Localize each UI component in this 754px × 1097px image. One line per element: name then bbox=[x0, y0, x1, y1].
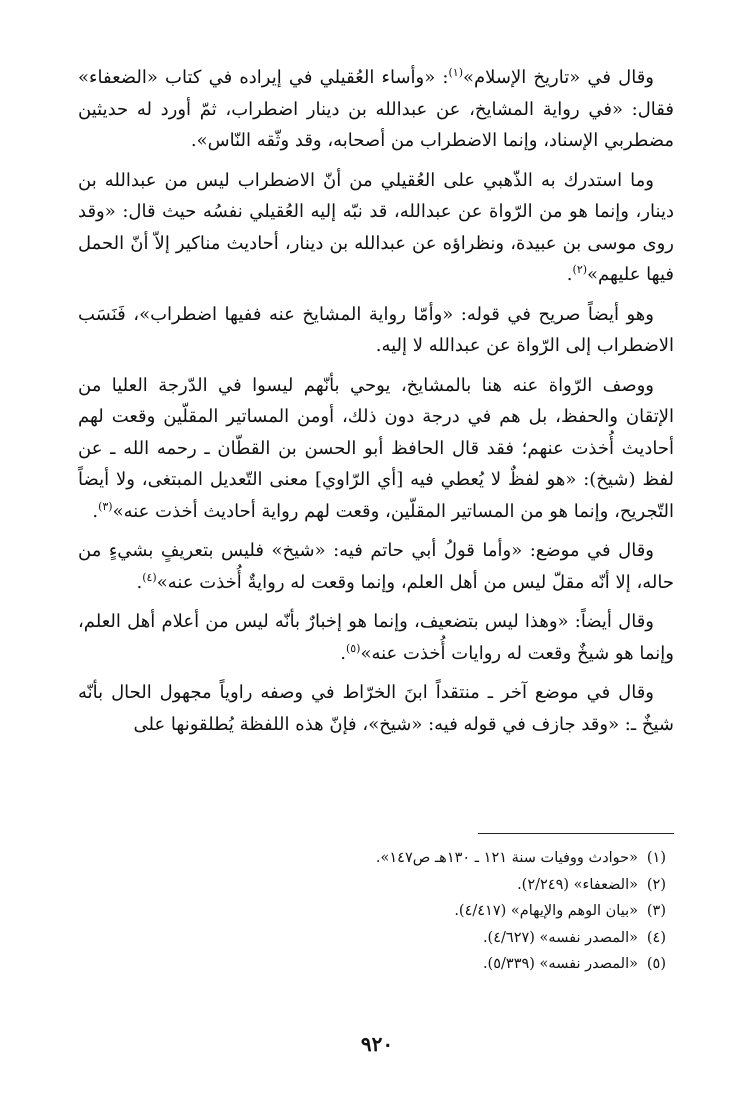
footnote-ref-5: (٥) bbox=[345, 641, 361, 655]
footnote-ref-4: (٤) bbox=[142, 570, 157, 584]
paragraph-5: وقال في موضع: «وأما قولُ أبي حاتم فيه: «شيخ» فليس بتعريفٍ بشيءٍ من حاله، إلا أنّه مقلّ ليس من أهل العلم، وإنما وقعت له روايةٌ أُخذت عنه»$^{(٤)}$. bbox=[78, 540, 674, 593]
footnote-2: (٢)«الضعفاء» (٢/٢٤٩). bbox=[517, 876, 666, 893]
page-number: ٩٢٠ bbox=[360, 1032, 394, 1056]
paragraph-4: ووصف الرّواة عنه هنا بالمشايخ، يوحي بأنّهم ليسوا في الدّرجة العليا من الإتقان والحفظ، بل هم في درجة دون ذلك، أومن المساتير المقلّين وقعت لهم أحاديث أُخذت عنهم؛ فقد قال الحافظ أبو الحسن بن القطّان ـ رحمه الله ـ عن لفظ (شيخ): «هو لفظٌ لا يُعطي فيه [أي الرّاوي] معنى التّعديل المبتغى، ولا أيضاً التّجريح، وإنما هو من المساتير المقلّين، وقعت لهم رواية أحاديث أخذت عنه»$^{(٣)}$. bbox=[78, 374, 674, 522]
footnote-1: (١)«حوادث ووفيات سنة ١٢١ ـ ١٣٠هـ ص١٤٧». bbox=[375, 850, 666, 866]
footnotes bbox=[78, 845, 674, 978]
footnote-5: (٥)«المصدر نفسه» (٥/٣٣٩). bbox=[482, 956, 666, 972]
footnote-ref-2: (٢) bbox=[572, 263, 588, 276]
footnote-ref-1: (١) bbox=[448, 66, 463, 79]
footnote-ref-3: (٣) bbox=[98, 499, 113, 513]
paragraph-7: وقال في موضع آخر ـ منتقداً ابنَ الخرّاط في وصفه راوياً مجهول الحال بأنّه شيخٌ ـ: «وقد جازف في قوله فيه: «شيخ»، فإنّ هذه اللفظة يُطلقونها على bbox=[78, 682, 674, 735]
footnote-divider bbox=[478, 833, 674, 834]
paragraph-3: وهو أيضاً صريح في قوله: «وأمّا رواية المشايخ عنه ففيها اضطراب»، فَنَسَب الاضطراب إلى الرّواة عن عبدالله لا إليه. bbox=[78, 303, 674, 356]
footnote-4: (٤)«المصدر نفسه» (٤/٦٢٧). bbox=[482, 929, 666, 946]
main-text bbox=[78, 62, 674, 748]
paragraph-2: وما استدرك به الذّهبي على العُقيلي من أنّ الاضطراب ليس من عبدالله بن دينار، وإنما هو من الرّواة عن عبدالله، قد نبّه إليه العُقيلي نفسُه حيث قال: «وقد روى موسى بن عبيدة، ونظراؤه عن عبدالله بن دينار، أحاديث مناكير إلاّ أنّ الحمل فيها عليهم»$^{(٢)}$. bbox=[78, 169, 674, 285]
paragraph-1: وقال في «تاريخ الإسلام»$^{(١)}$: «وأساء العُقيلي في إيراده في كتاب «الضعفاء» فقال: «في رواية المشايخ، عن عبدالله بن دينار اضطراب، ثمّ أورد له حديثين مضطربي الإسناد، وإنما الاضطراب من أصحابه، وقد وثّقه النّاس». bbox=[78, 66, 674, 151]
footnote-3: (٣)«بيان الوهم والإيهام» (٤/٤١٧). bbox=[454, 903, 666, 919]
paragraph-6: وقال أيضاً: «وهذا ليس بتضعيف، وإنما هو إخبارٌ بأنّه ليس من أعلام أهل العلم، وإنما هو شيخٌ وقعت له روايات أُخذت عنه»$^{(٥)}$. bbox=[78, 611, 674, 664]
